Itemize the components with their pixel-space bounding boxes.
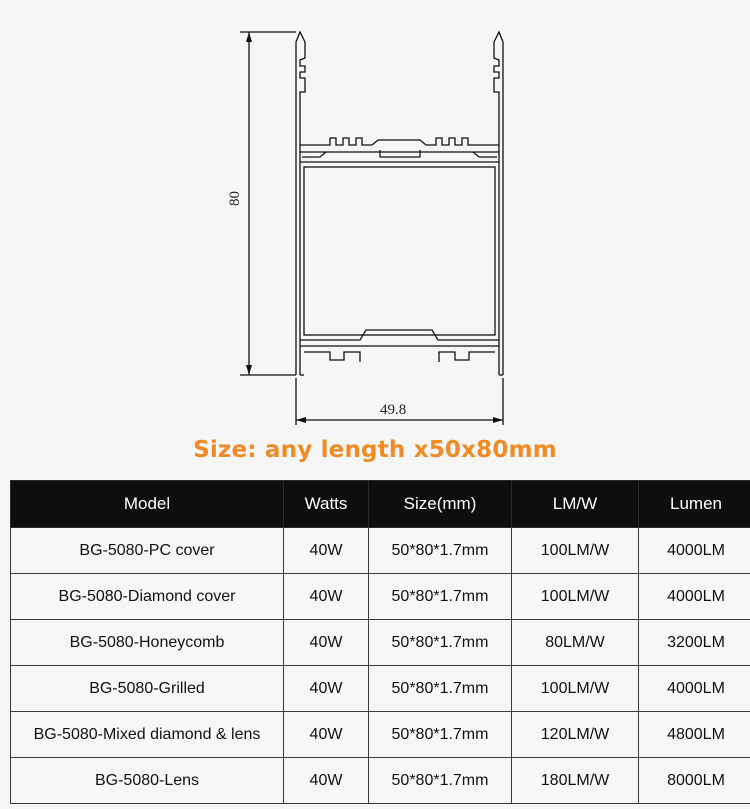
cell-model: BG-5080-Lens xyxy=(11,758,284,804)
cell-model: BG-5080-Mixed diamond & lens xyxy=(11,712,284,758)
height-dimension-label: 80 xyxy=(227,191,243,206)
table-row xyxy=(11,666,750,712)
cell-lumen: 4000LM xyxy=(639,666,750,712)
table-row xyxy=(11,620,750,666)
cell-lumen: 4800LM xyxy=(639,712,750,758)
table-header-row xyxy=(11,481,750,528)
cell-lmw: 100LM/W xyxy=(512,528,639,574)
cell-watts: 40W xyxy=(284,712,369,758)
width-dimension-label: 49.8 xyxy=(380,402,407,418)
spec-table xyxy=(10,480,750,804)
header-lmw: LM/W xyxy=(512,481,639,528)
cell-size: 50*80*1.7mm xyxy=(369,620,512,666)
cell-watts: 40W xyxy=(284,528,369,574)
cell-lmw: 120LM/W xyxy=(512,712,639,758)
cell-lumen: 3200LM xyxy=(639,620,750,666)
table-row xyxy=(11,528,750,574)
cell-size: 50*80*1.7mm xyxy=(369,574,512,620)
cell-size: 50*80*1.7mm xyxy=(369,666,512,712)
cell-watts: 40W xyxy=(284,574,369,620)
cell-lmw: 80LM/W xyxy=(512,620,639,666)
cell-watts: 40W xyxy=(284,666,369,712)
cell-model: BG-5080-Diamond cover xyxy=(11,574,284,620)
cell-size: 50*80*1.7mm xyxy=(369,712,512,758)
cell-lumen: 8000LM xyxy=(639,758,750,804)
header-lumen: Lumen xyxy=(639,481,750,528)
cell-model: BG-5080-PC cover xyxy=(11,528,284,574)
header-watts: Watts xyxy=(284,481,369,528)
cell-lmw: 100LM/W xyxy=(512,574,639,620)
cell-lmw: 100LM/W xyxy=(512,666,639,712)
cell-lumen: 4000LM xyxy=(639,528,750,574)
table-row xyxy=(11,712,750,758)
header-model: Model xyxy=(11,481,284,528)
cell-lmw: 180LM/W xyxy=(512,758,639,804)
cell-size: 50*80*1.7mm xyxy=(369,528,512,574)
table-row xyxy=(11,758,750,804)
cell-model: BG-5080-Grilled xyxy=(11,666,284,712)
cell-watts: 40W xyxy=(284,758,369,804)
cell-size: 50*80*1.7mm xyxy=(369,758,512,804)
size-title: Size: any length x50x80mm xyxy=(193,437,557,463)
cell-lumen: 4000LM xyxy=(639,574,750,620)
cell-model: BG-5080-Honeycomb xyxy=(11,620,284,666)
cell-watts: 40W xyxy=(284,620,369,666)
header-size: Size(mm) xyxy=(369,481,512,528)
table-row xyxy=(11,574,750,620)
